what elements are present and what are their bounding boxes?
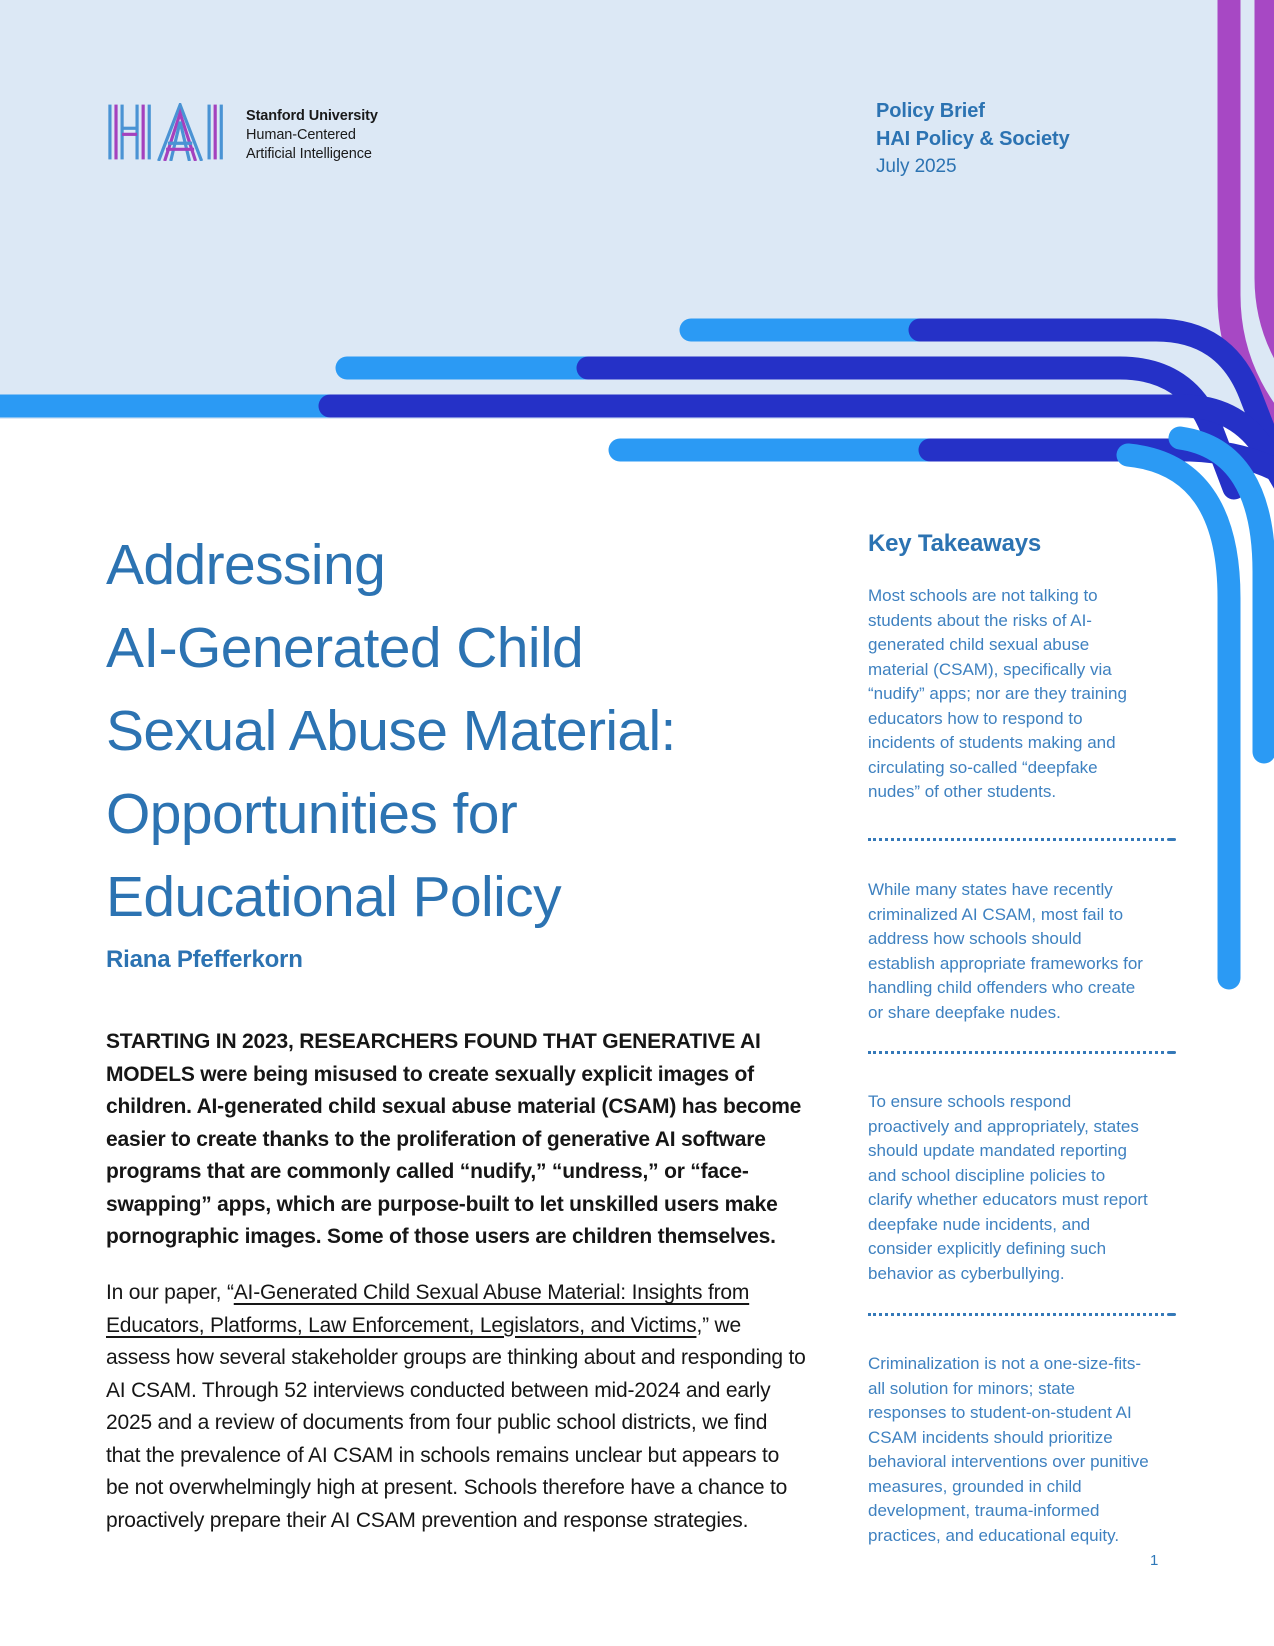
- separator-end-dash: [1167, 1313, 1176, 1316]
- takeaway-item-1: Most schools are not talking to students about the risks of AI-generated child sexual abuse material (CSAM), specifically via “nudify” apps; nor are they training educators how to respond to incidents of students making and circulating so-called “deepfake nudes” of other students.: [868, 586, 1127, 801]
- dotted-separator: [868, 1051, 1176, 1055]
- title-line-4: Opportunities for: [106, 782, 518, 846]
- body-paragraph-suffix: ,” we assess how several stakeholder groups are thinking about and responding to AI CSAM. Through 52 interviews conducted between mid-2024 and early 2025 and a review of documents from four public school districts, we find that the prevalence of AI CSAM in schools remains unclear but appears to be not overwhelmingly high at present. Schools therefore have a chance to proactively prepare their AI CSAM prevention and response strategies.: [106, 1313, 806, 1532]
- body-paragraph-prefix: In our paper, “: [106, 1281, 234, 1304]
- masthead-brief-type: Policy Brief: [876, 100, 985, 122]
- title-line-3: Sexual Abuse Material:: [106, 699, 676, 763]
- takeaway-item-2: While many states have recently criminalized AI CSAM, most fail to address how schools should establish appropriate frameworks for handling child offenders who create or share deepfake nudes.: [868, 880, 1143, 1022]
- title-line-5: Educational Policy: [106, 865, 561, 929]
- logo-line3: Artificial Intelligence: [246, 146, 372, 162]
- lede-paragraph: STARTING IN 2023, RESEARCHERS FOUND THAT GENERATIVE AI MODELS were being misused to create sexually explicit images of children. AI-generated child sexual abuse material (CSAM) has become easier to create thanks to the proliferation of generative AI software programs that are commonly called “nudify,” “undress,” or “face-swapping” apps, which are purpose-built to let unskilled users make pornographic images. Some of those users are children themselves.: [106, 1030, 802, 1248]
- key-takeaways-heading: Key Takeaways: [868, 530, 1042, 557]
- separator-dots: [868, 1313, 1164, 1316]
- hai-logo: [108, 103, 226, 161]
- separator-dots: [868, 838, 1164, 841]
- logo-org-name: Stanford University: [246, 108, 378, 124]
- dotted-separator: [868, 1313, 1176, 1317]
- separator-dots: [868, 1051, 1164, 1054]
- separator-end-dash: [1167, 838, 1176, 841]
- body-paragraph: [106, 1277, 806, 1537]
- title-line-2: AI-Generated Child: [106, 616, 584, 680]
- key-takeaways-sidebar: [868, 0, 1178, 1646]
- logo-wordmark: [246, 107, 378, 164]
- page-title: [106, 524, 826, 939]
- page-number: 1: [1150, 1552, 1159, 1569]
- separator-end-dash: [1167, 1051, 1176, 1054]
- author-name: Riana Pfefferkorn: [106, 946, 303, 973]
- title-line-1: Addressing: [106, 533, 386, 597]
- masthead-date: July 2025: [876, 156, 957, 177]
- dotted-separator: [868, 838, 1176, 842]
- masthead-program: HAI Policy & Society: [876, 128, 1070, 150]
- takeaway-item-4: Criminalization is not a one-size-fits-all solution for minors; state responses to student-on-student AI CSAM incidents should prioritize behavioral interventions over punitive measures, grounded in child development, trauma-informed practices, and educational equity.: [868, 1354, 1149, 1545]
- logo-line2: Human-Centered: [246, 127, 356, 143]
- paper-link[interactable]: AI-Generated Child Sexual Abuse Material: Insights from Educators, Platforms, Law Enforcement, Legislators, and Victims: [106, 1281, 750, 1337]
- takeaway-item-3: To ensure schools respond proactively and appropriately, states should update mandated reporting and school discipline policies to clarify whether educators must report deepfake nude incidents, and consider explicitly defining such behavior as cyberbullying.: [868, 1092, 1148, 1283]
